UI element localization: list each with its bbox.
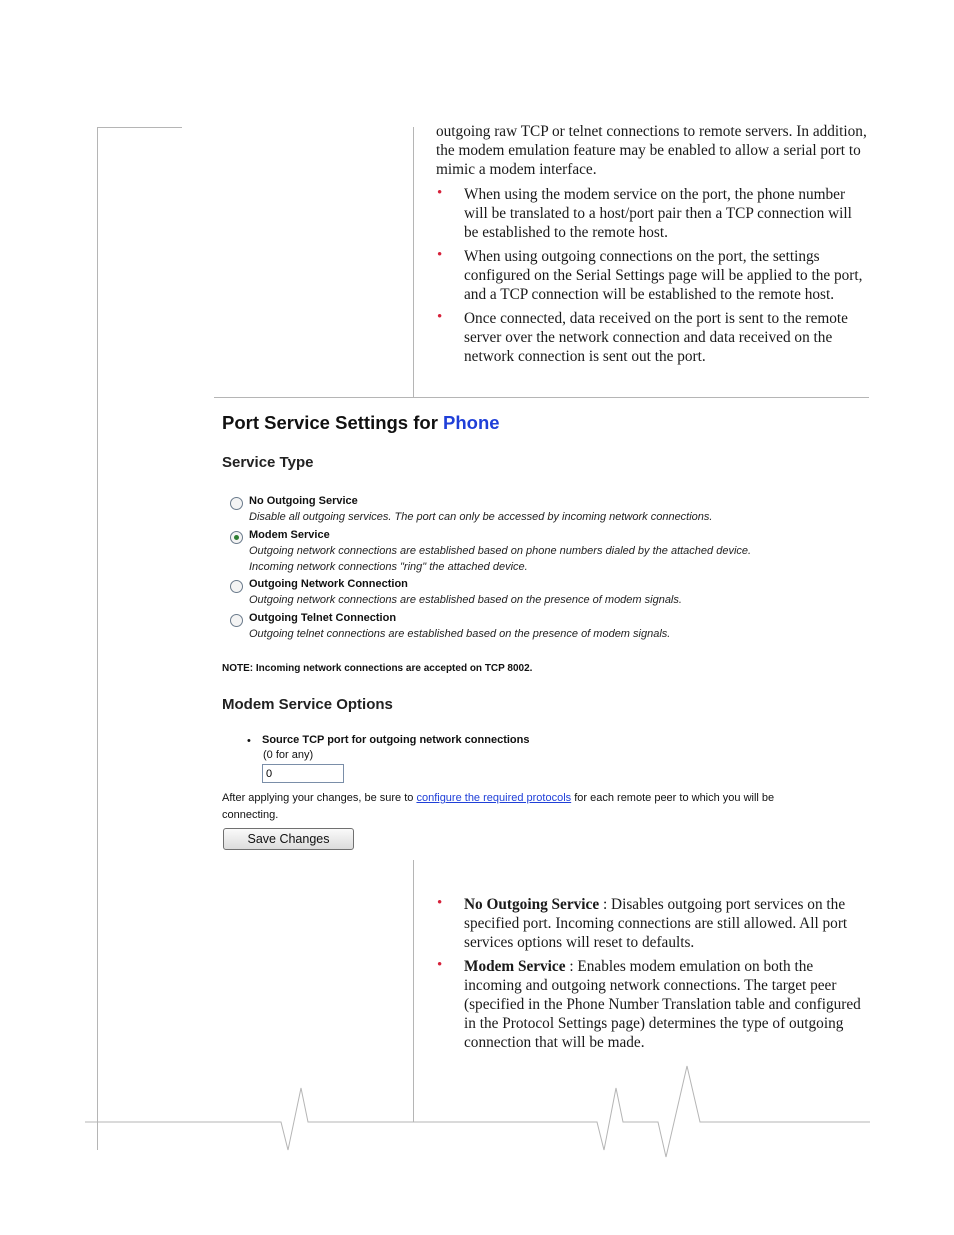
left-margin-rule [97, 127, 98, 1150]
list-item: • When using the modem service on the port, the phone number will be translated to a host/port pair then a TCP connection will be established to the remote host. [437, 185, 852, 241]
source-port-hint: (0 for any) [263, 749, 314, 761]
modem-options-heading: Modem Service Options [222, 696, 393, 713]
page-title: Port Service Settings for Phone [222, 412, 500, 433]
bullet-icon: • [437, 957, 443, 973]
list-item: • Modem Service : Enables modem emulation on both the incoming and outgoing network connections. The target peer (specified in the Phone Number Translation table and configured in the Protocol Settings page) determines the type of outgoing connection that will be made. [437, 957, 861, 1051]
bullet-icon: • [247, 735, 251, 747]
bullet-icon: • [437, 309, 443, 325]
port-service-settings-panel: Port Service Settings for Phone Service Type No Outgoing Service Disable all outgoing services. The port can only be accessed by incoming network connections. Modem Service Outgoing network connections are established based on phone numbers dialed by the attached device. Incoming network connections "ring" the attached device. Outgoing Network Connection Outgoing network connections are established based on the presence of modem signals. Outgoing Telnet Connection Outgoing telnet connections are established based on the presence of modem signals. NOTE: Incoming network connections are accepted on TCP 8002. Modem Service Options • Source TCP port for outgoing network connections (0 for any) 0 After applying your changes, be sure to configure the required protocols for each remote peer to which you will be connecting. Save Changes [214, 404, 864, 854]
bullet-icon: • [437, 247, 443, 263]
source-port-input[interactable] [262, 764, 344, 783]
source-port-label: Source TCP port for outgoing network connections [262, 734, 530, 746]
radio-no-outgoing-service[interactable] [230, 497, 243, 510]
save-changes-button[interactable]: Save Changes [223, 828, 354, 850]
radio-modem-service[interactable] [230, 531, 243, 544]
port-name: Phone [443, 412, 500, 433]
list-item: • When using outgoing connections on the port, the settings configured on the Serial Settings page will be applied to the port, and a TCP connection will be established to the remote host. [437, 247, 863, 303]
term-no-outgoing-service: No Outgoing Service [464, 896, 600, 913]
bottom-bullet-list [436, 895, 870, 1052]
term-modem-service: Modem Service [464, 958, 566, 975]
bullet-icon: • [437, 895, 443, 911]
radio-outgoing-telnet-connection[interactable] [230, 614, 243, 627]
radio-outgoing-network-connection[interactable] [230, 580, 243, 593]
tcp-port-note: NOTE: Incoming network connections are accepted on TCP 8002. [222, 663, 533, 674]
intro-paragraph: outgoing raw TCP or telnet connections to remote servers. In addition, the modem emulation feature may be enabled to allow a serial port to mimic a modem interface. [436, 123, 867, 178]
column-divider-bottom [413, 860, 414, 1122]
configure-reminder: After applying your changes, be sure to configure the required protocols for each remote peer to which you will be connecting. [222, 792, 775, 821]
service-type-heading: Service Type [222, 454, 314, 471]
bullet-icon: • [437, 185, 443, 201]
configure-protocols-link[interactable]: configure the required protocols [416, 792, 572, 804]
section-divider [214, 397, 869, 398]
list-item: • No Outgoing Service : Disables outgoing port services on the specified port. Incoming connections are still allowed. All port services options will reset to defaults. [437, 895, 848, 951]
option-descriptions-column [436, 895, 870, 1057]
top-margin-rule [97, 127, 182, 128]
list-item: • Once connected, data received on the port is sent to the remote server over the network connection and data received on the network connection is sent out the port. [437, 309, 848, 365]
top-bullet-list [436, 185, 870, 366]
intro-text-column [436, 122, 870, 371]
column-divider-top [413, 127, 414, 397]
